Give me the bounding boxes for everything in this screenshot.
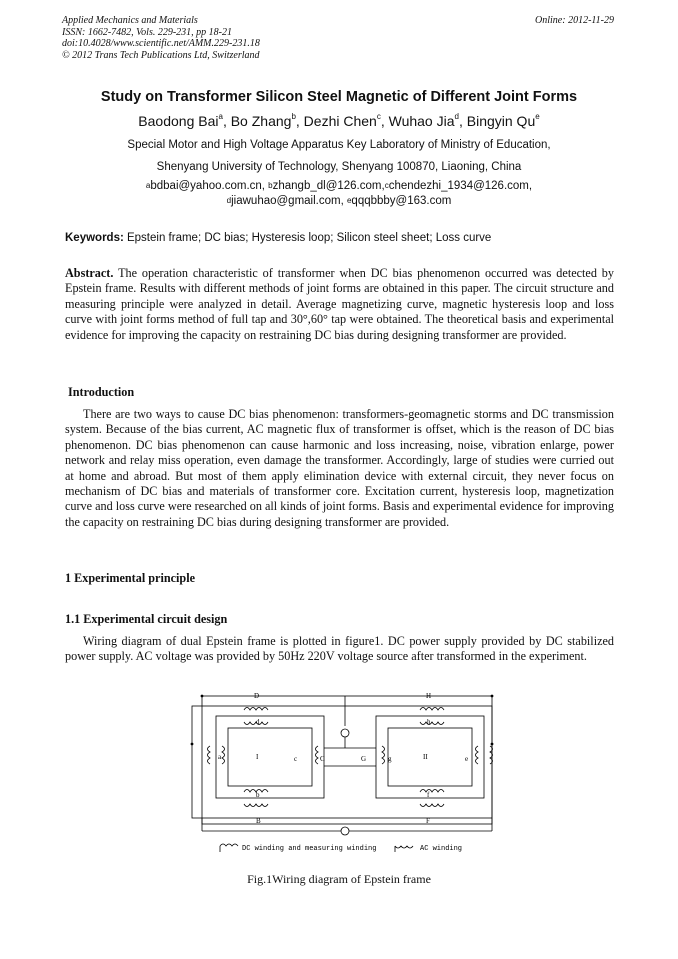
label-g: g	[388, 755, 392, 763]
abstract-label: Abstract.	[65, 266, 114, 280]
author-list: Baodong Bai$^a$, Bo Zhang$^b$, Dezhi Chen$^c$, Wuhao Jia$^d$, Bingyin Qu$^e$	[138, 112, 540, 129]
label-II: II	[423, 753, 428, 761]
abstract-text: The operation characteristic of transformer when DC bias phenomenon occurred was detected by Epstein frame. Results with different methods of joint forms are obtained in this paper. The circuit structure and measuring principle were analyzed in detail. Average magnetizing curve, magnetic hysteresis loop and loss curve with joint forms method of full tap and 30°,60° tap were obtained. The theoretical basis and experimental evidence for improving the capacity on restraining DC bias during designing transformer are provided.	[65, 266, 614, 342]
label-e: e	[465, 755, 469, 763]
author: Bo Zhang$^b$	[230, 112, 296, 129]
affiliation-line-2: Shenyang University of Technology, Shenyang 100870, Liaoning, China	[156, 161, 522, 173]
section-1-1-heading: 1.1 Experimental circuit design	[65, 612, 228, 626]
label-C: C	[320, 755, 325, 763]
email-line-1: $^a$bdbai@yahoo.com.cn, $^b$zhangb_dl@126.com,$^c$chendezhi_1934@126.com,	[145, 180, 533, 192]
email: bdbai@yahoo.com.cn,	[150, 180, 269, 192]
label-a: a	[218, 753, 222, 761]
email-line-2: $^d$jiawuhao@gmail.com, $^e$qqqbbby@163.com	[226, 195, 452, 207]
journal-doi: doi:10.4028/www.scientific.net/AMM.229-231.18	[62, 38, 260, 49]
journal-name: Applied Mechanics and Materials	[62, 15, 198, 26]
label-G: G	[361, 755, 367, 763]
email: chendezhi_1934@126.com,	[388, 180, 533, 192]
journal-copyright: © 2012 Trans Tech Publications Ltd, Switzerland	[62, 49, 260, 61]
label-H: H	[426, 692, 432, 700]
paper-title: Study on Transformer Silicon Steel Magnetic of Different Joint Forms	[100, 89, 578, 105]
online-date: Online: 2012-11-29	[535, 15, 614, 26]
label-B: B	[256, 817, 261, 825]
abstract	[65, 266, 614, 343]
label-c: c	[294, 755, 298, 763]
label-b: b	[256, 791, 260, 799]
figure-caption: Fig.1Wiring diagram of Epstein frame	[247, 872, 431, 886]
journal-issn: ISSN: 1662-7482, Vols. 229-231, pp 18-21	[62, 26, 232, 38]
keywords	[65, 232, 614, 244]
introduction-text: There are two ways to cause DC bias phenomenon: transformers-geomagnetic storms and DC transmission system. Because of the bias current, AC magnetic flux of transformer is offset, which is the reason of DC bias phenomenon. DC bias phenomenon can cause harmonic and loss increasing, noise, vibration enlarge, power network and relay miss operation, even damage the transformer. Accordingly, large of studies were curried out at home and abroad. But most of them apply elimination device with external circuit, they never focus on mechanism of DC bias and materials of transformer core. Excitation current, hysteresis loop, magnetization curve and loss curve were researched on all kinds of joint forms. Basis and experimental evidence for improving the capacity on restraining DC bias during designing transformer are provided.	[65, 407, 614, 529]
label-D: D	[254, 692, 260, 700]
label-F: F	[426, 817, 430, 825]
email: zhangb_dl@126.com,	[272, 180, 385, 192]
keywords-label: Keywords:	[65, 232, 124, 244]
affiliation-line-1: Special Motor and High Voltage Apparatus Key Laboratory of Ministry of Education,	[127, 139, 551, 151]
legend-dc: DC winding and measuring winding	[242, 845, 377, 853]
keywords-text: Epstein frame; DC bias; Hysteresis loop; Silicon steel sheet; Loss curve	[123, 232, 492, 244]
wiring-diagram	[180, 686, 500, 861]
email-list	[0, 179, 678, 209]
section-1-1-text: Wiring diagram of dual Epstein frame is plotted in figure1. DC power supply provided by DC stabilized power supply. AC voltage was provided by 50Hz 220V voltage source after transformed in the experiment.	[65, 634, 614, 664]
label-h: h	[427, 718, 431, 726]
section-1-heading: 1 Experimental principle	[65, 571, 195, 585]
label-I: I	[256, 753, 259, 761]
legend-ac: AC winding	[420, 845, 463, 853]
journal-header	[62, 15, 260, 61]
email: jiawuhao@gmail.com,	[231, 195, 347, 207]
author: Baodong Bai$^a$	[138, 112, 223, 129]
email: qqqbbby@163.com	[351, 195, 452, 207]
label-f: f	[427, 791, 430, 799]
author: Dezhi Chen$^c$	[303, 112, 381, 129]
introduction-heading: Introduction	[68, 385, 135, 399]
author: Wuhao Jia$^d$	[388, 112, 459, 129]
label-d: d	[256, 718, 260, 726]
author: Bingyin Qu$^e$	[466, 112, 540, 129]
